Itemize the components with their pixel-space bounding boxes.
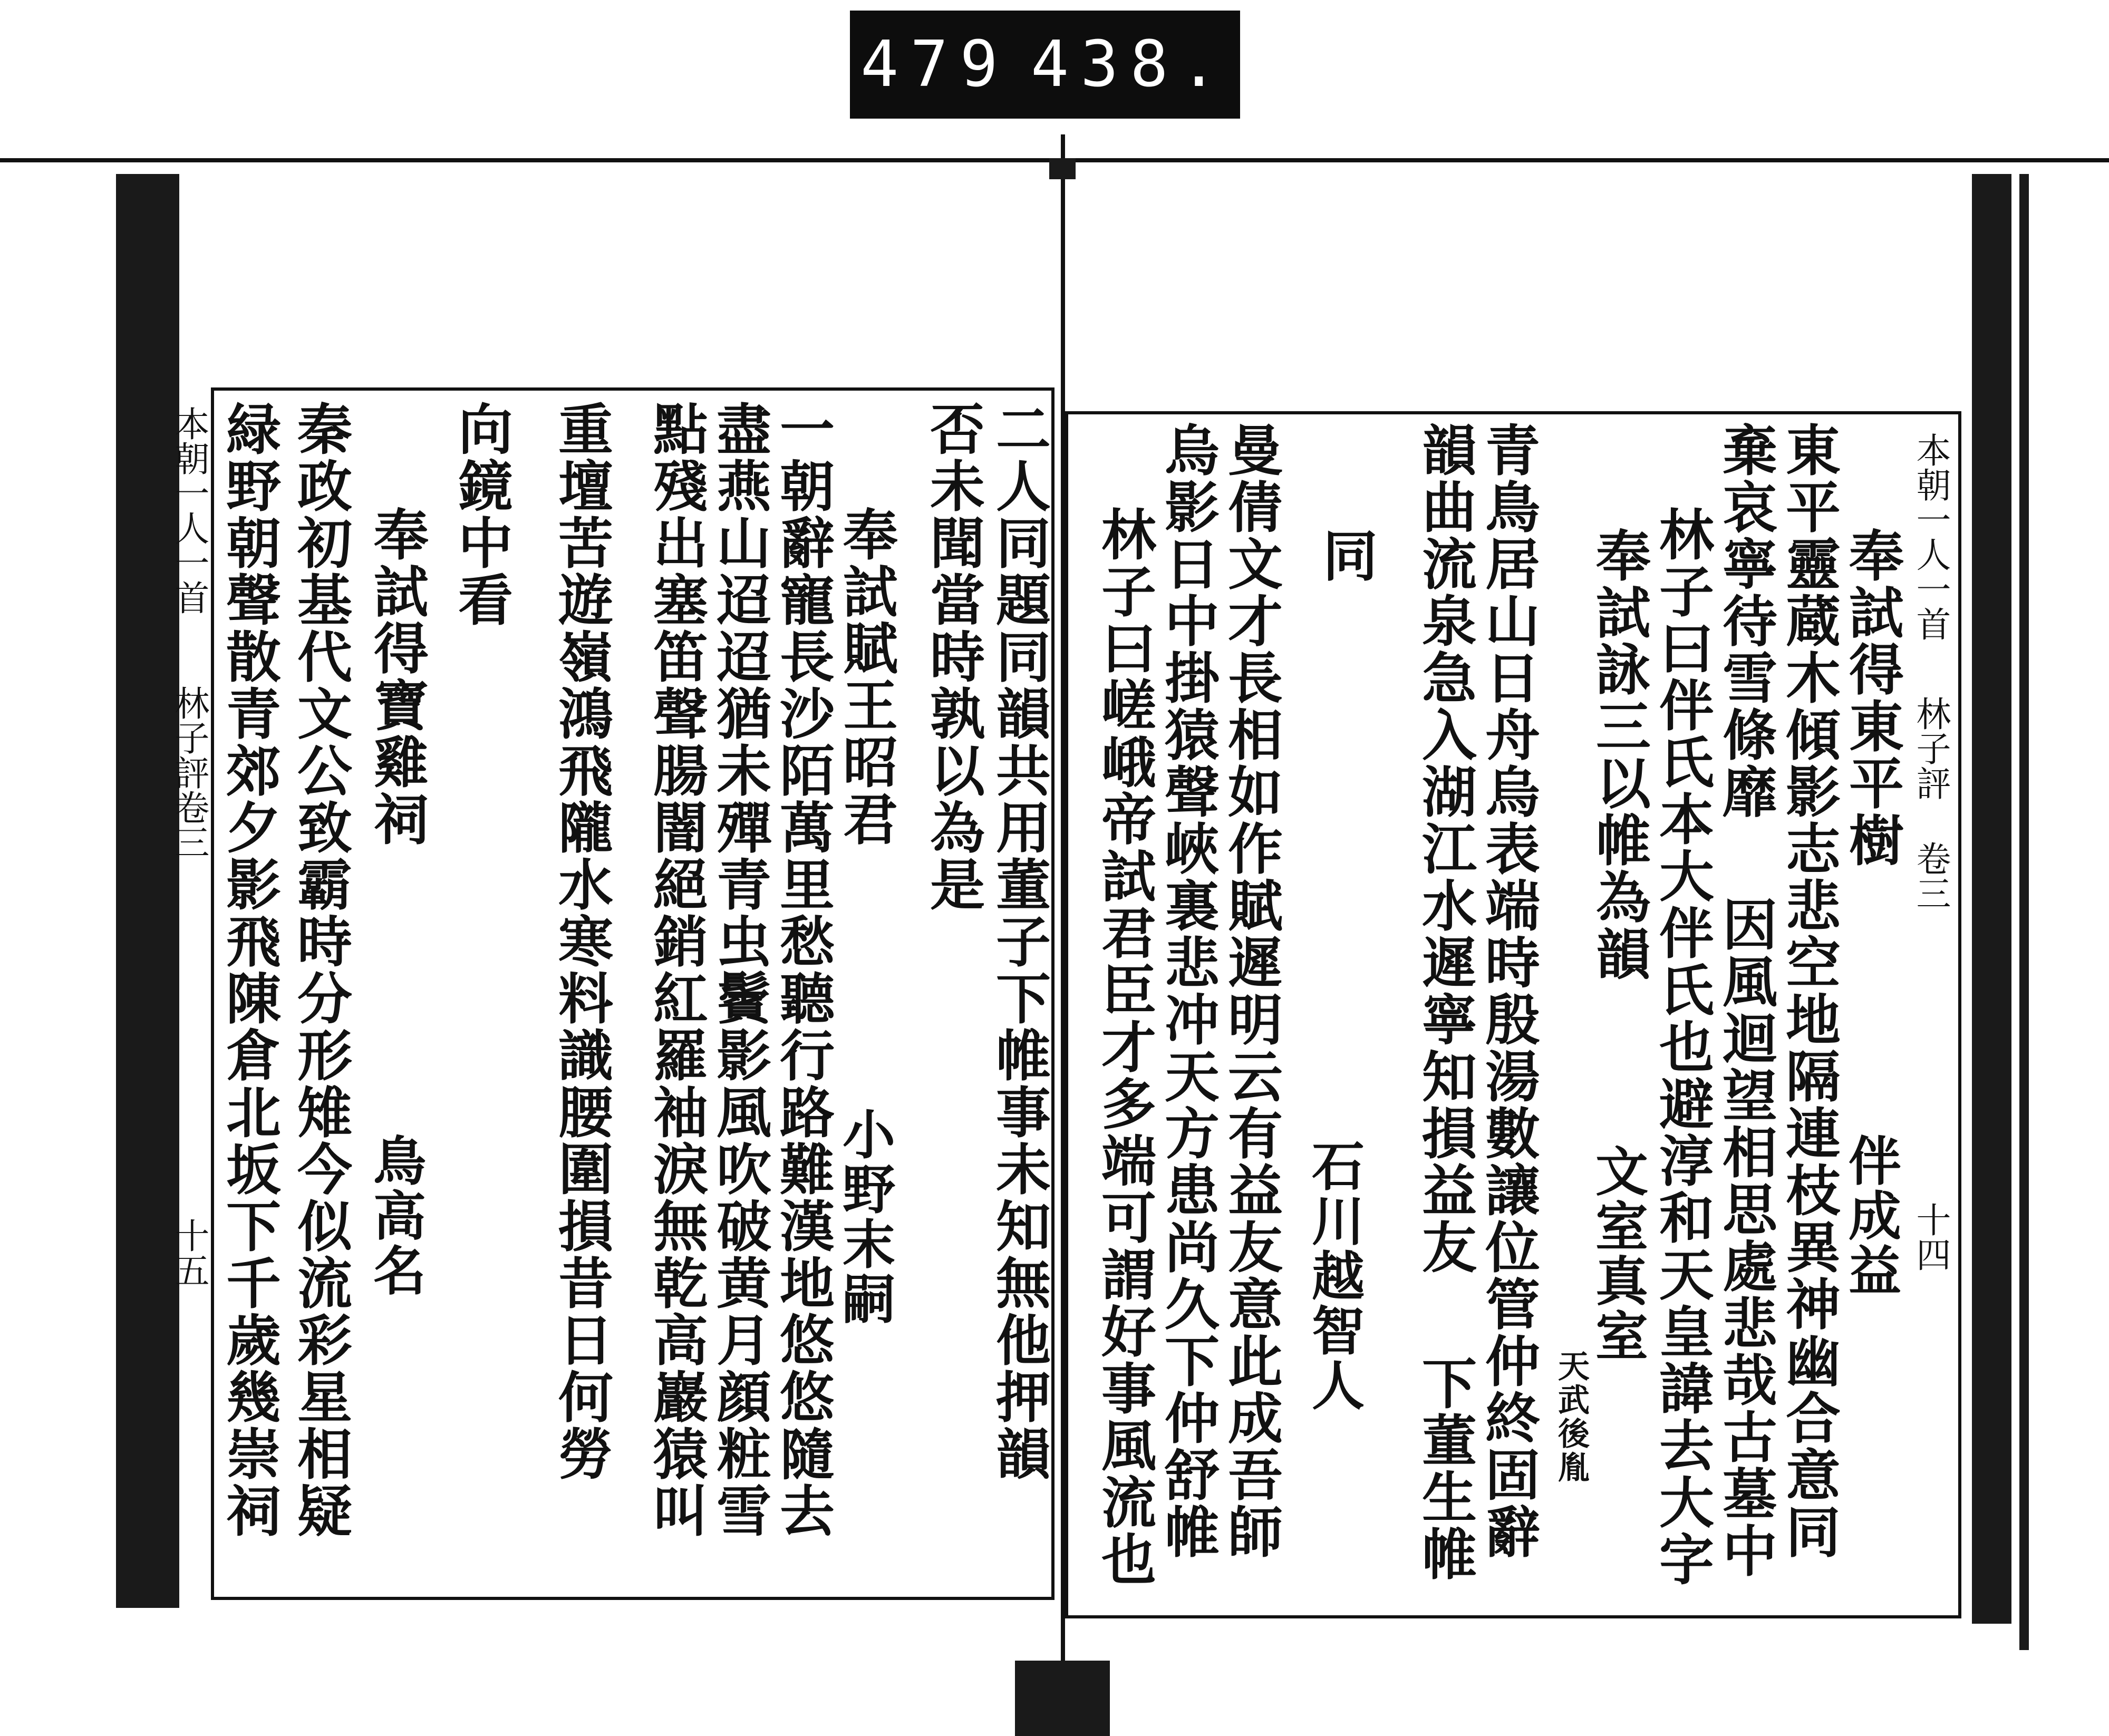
left-col-2: 否未聞當時孰以為是 (921, 401, 985, 913)
left-page-archive-number: 479 (860, 28, 1010, 101)
left-col-9-author: 鳥高名 (364, 1133, 427, 1298)
right-col-5-author: 文室真室 (1586, 1144, 1649, 1363)
gutter-binding-base (1015, 1661, 1110, 1736)
left-col-9-poem-title: 奉試得寶雞祠 (364, 506, 429, 848)
left-col-10: 秦政初基代文公致霸時分形雉今似流彩星相疑 (288, 401, 353, 1539)
right-book-edge (1972, 174, 2011, 1624)
left-book-edge (116, 174, 179, 1608)
left-page-number: 十五 (169, 1218, 209, 1287)
left-col-5: 盡燕山迢迢猶未殫青虫鬢影風吹破黄月顔粧雪 (707, 401, 772, 1539)
left-col-8: 向鏡中看 (449, 401, 514, 628)
right-col-3a: 棄哀寧待雪條靡 (1713, 422, 1778, 820)
right-col-5-poem-title: 奉試詠三以帷為韻 (1586, 527, 1651, 983)
gutter-line (1061, 134, 1065, 1663)
left-col-6: 點殘出塞笛聲腸闇絕銷紅羅袖淚無乾高巖猿叫 (644, 401, 709, 1539)
right-page-margin-title: 本朝一人一首 (1910, 432, 1951, 641)
right-page-number: 十四 (1910, 1202, 1951, 1272)
right-col-8-author: 石川越智人 (1303, 1139, 1365, 1413)
left-col-11: 緑野朝聲散青郊夕影飛陳倉北坂下千歲幾崇祠 (217, 401, 282, 1539)
right-page-archive-number: 438. (1030, 28, 1230, 101)
left-col-3-author: 小野末嗣 (834, 1107, 896, 1326)
right-col-9: 曼倩文才長相如作賦遲明云有益友意此成吾師 (1218, 422, 1283, 1560)
right-col-6: 青鳥居山日舟烏表端時殷湯數讓位管仲終固辭 (1476, 422, 1541, 1560)
right-col-7a: 韻曲流泉急入湖江水遲寧知損益友 (1413, 422, 1477, 1276)
right-col-2: 東平靈蔵木傾影志悲空地隔連枝異神幽合意同 (1776, 422, 1841, 1560)
right-col-1-poem-title: 奉試得東平樹 (1840, 527, 1904, 869)
right-col-11: 林子曰嵯峨帝試君臣才多端可謂好事風流也 (1092, 506, 1157, 1588)
left-page-margin-title: 本朝一人一首 (169, 406, 209, 615)
right-col-1-author: 伴成益 (1840, 1133, 1902, 1298)
right-book-edge-outer (2019, 174, 2029, 1650)
right-col-5-author-note: 天武後胤 (1553, 1350, 1590, 1485)
right-col-3b: 因風迴望相思處悲哉古墓中 (1713, 896, 1778, 1579)
left-col-1: 二人同題同韻共用董子下帷事未知無他押韻 (986, 401, 1051, 1482)
right-col-10: 烏影日中掛猿聲峽裏悲冲天方患尚久下仲舒帷 (1155, 422, 1220, 1560)
gutter-binding-top (1049, 158, 1076, 179)
right-col-8-poem-title: 同 (1313, 527, 1378, 584)
left-page-margin-subtitle: 林子評卷三 (169, 685, 209, 859)
right-col-4: 林子曰伴氏本大伴氏也避淳和天皇諱去大字 (1650, 506, 1715, 1588)
right-col-7b: 下董生帷 (1413, 1355, 1477, 1583)
left-col-3-poem-title: 奉試賦王昭君 (834, 506, 898, 848)
archive-number-plate (850, 11, 1240, 119)
right-page-margin-subtitle: 林子評 卷三 (1910, 696, 1951, 910)
left-col-7: 重壇苦遊嶺鴻飛隴水寒料識腰圍損昔日何勞 (549, 401, 614, 1482)
left-col-4: 一朝辭寵長沙陌萬里愁聽行路難漢地悠悠隨去 (770, 401, 835, 1539)
